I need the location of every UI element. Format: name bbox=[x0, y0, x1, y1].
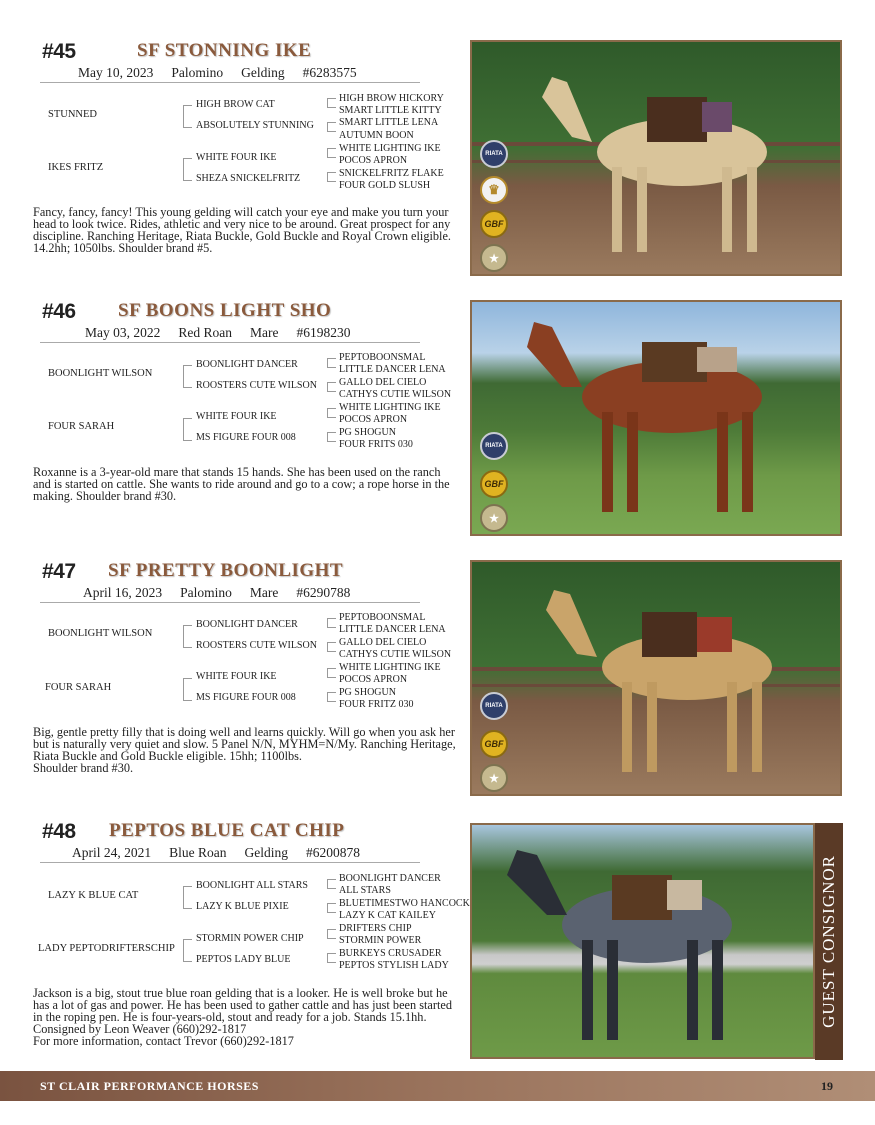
bracket bbox=[183, 678, 192, 701]
horse-photo-47 bbox=[470, 560, 842, 796]
footer-title: ST CLAIR PERFORMANCE HORSES bbox=[40, 1079, 259, 1093]
sire-sire: BOONLIGHT ALL STARS bbox=[196, 880, 308, 891]
sex: Mare bbox=[250, 325, 279, 340]
great-grandparent: FOUR FRITS 030 bbox=[339, 439, 413, 450]
bracket bbox=[327, 642, 336, 652]
color: Palomino bbox=[171, 65, 224, 80]
divider bbox=[40, 862, 420, 863]
lot-number: #48 bbox=[42, 820, 76, 843]
bracket bbox=[327, 929, 336, 939]
great-grandparent: SNICKELFRITZ FLAKE bbox=[339, 168, 444, 179]
sire-dam: ROOSTERS CUTE WILSON bbox=[196, 380, 317, 391]
great-grandparent: PEPTOBOONSMAL bbox=[339, 352, 426, 363]
sire: BOONLIGHT WILSON bbox=[48, 368, 153, 379]
sire: BOONLIGHT WILSON bbox=[48, 628, 153, 639]
bracket bbox=[327, 98, 336, 108]
gbf-badge-icon: GBF bbox=[480, 730, 508, 758]
sex: Mare bbox=[249, 585, 279, 600]
great-grandparent: PEPTOBOONSMAL bbox=[339, 612, 426, 623]
great-grandparent: WHITE LIGHTING IKE bbox=[339, 662, 441, 673]
divider bbox=[40, 602, 420, 603]
bracket bbox=[327, 122, 336, 132]
bracket bbox=[183, 418, 192, 441]
riata-badge-icon: RIATA bbox=[480, 432, 508, 460]
bracket bbox=[183, 625, 192, 648]
horse-info bbox=[78, 65, 375, 81]
bracket bbox=[327, 358, 336, 368]
bracket bbox=[327, 408, 336, 418]
great-grandparent: CATHYS CUTIE WILSON bbox=[339, 649, 452, 660]
horse-photo-48 bbox=[470, 823, 815, 1059]
contact-text: For more information, contact Trevor (660)292-1817 bbox=[33, 1034, 294, 1048]
royal-crown-badge-icon: ♛ bbox=[480, 176, 508, 204]
horse-name: PEPTOS BLUE CAT CHIP bbox=[109, 820, 345, 841]
lot-number: #45 bbox=[42, 40, 76, 63]
bracket bbox=[327, 668, 336, 678]
dam-sire: STORMIN POWER CHIP bbox=[196, 933, 304, 944]
bracket bbox=[183, 365, 192, 388]
horse-info bbox=[72, 845, 378, 861]
bracket bbox=[183, 105, 192, 128]
great-grandparent: BOONLIGHT DANCER bbox=[339, 873, 441, 884]
bracket bbox=[183, 886, 192, 909]
dam-sire: WHITE FOUR IKE bbox=[196, 152, 277, 163]
dob: May 10, 2023 bbox=[78, 65, 154, 80]
bracket bbox=[327, 382, 336, 392]
dam-dam: SHEZA SNICKELFRITZ bbox=[196, 173, 301, 184]
great-grandparent: PG SHOGUN bbox=[339, 687, 396, 698]
seal-badge-icon: ★ bbox=[480, 764, 508, 792]
sire-dam: ROOSTERS CUTE WILSON bbox=[196, 640, 317, 651]
seal-badge-icon: ★ bbox=[480, 504, 508, 532]
dam-sire: WHITE FOUR IKE bbox=[196, 411, 277, 422]
registration: #6198230 bbox=[296, 325, 351, 340]
great-grandparent: DRIFTERS CHIP bbox=[339, 923, 412, 934]
color: Blue Roan bbox=[169, 845, 227, 860]
registration: #6290788 bbox=[296, 585, 351, 600]
dam: IKES FRITZ bbox=[48, 162, 104, 173]
description-text: Big, gentle pretty filly that is doing well and learns quickly. Will go when you ask her but is naturally very quiet and slow. 5 Panel N/N, MYHM=N/My. Ranching Heritage, Riata Buckle and Gold Buckle eligible. 15hh; 1100lbs. bbox=[33, 725, 456, 763]
description-text: Roxanne is a 3-year-old mare that stands 15 hands. She has been used on the ranch and is started on cattle. She wants to ride around and go to a cow; a rope horse in the making. Shoulder brand #30. bbox=[33, 465, 450, 503]
description bbox=[33, 206, 458, 254]
description-text: Jackson is a big, stout true blue roan gelding that is a looker. He is well broke but he has a lot of gas and power. He has been used to gather cattle and has just been started in the roping pen. He is four-years-old, stout and ready for a job. Stands 15.1hh. bbox=[33, 986, 452, 1024]
dam-dam: MS FIGURE FOUR 008 bbox=[196, 692, 296, 703]
dob: April 16, 2023 bbox=[83, 585, 163, 600]
dob: April 24, 2021 bbox=[72, 845, 152, 860]
consignor-text: Consigned by Leon Weaver (660)292-1817 bbox=[33, 1022, 247, 1036]
bracket bbox=[327, 618, 336, 628]
palomino-horse-graphic bbox=[472, 42, 840, 274]
bracket bbox=[327, 172, 336, 182]
great-grandparent: SMART LITTLE KITTY bbox=[339, 105, 442, 116]
great-grandparent: ALL STARS bbox=[339, 885, 391, 896]
dam: FOUR SARAH bbox=[48, 421, 115, 432]
sex: Gelding bbox=[241, 65, 285, 80]
great-grandparent: LAZY K CAT KAILEY bbox=[339, 910, 436, 921]
bracket bbox=[183, 939, 192, 962]
great-grandparent: POCOS APRON bbox=[339, 414, 408, 425]
guest-consignor-label bbox=[815, 823, 843, 1060]
great-grandparent: POCOS APRON bbox=[339, 674, 408, 685]
description bbox=[33, 726, 458, 774]
horse-name: SF STONNING IKE bbox=[137, 40, 312, 61]
bracket bbox=[183, 158, 192, 181]
description-text: Shoulder brand #30. bbox=[33, 761, 134, 775]
seal-badge-icon: ★ bbox=[480, 244, 508, 272]
riata-badge-icon: RIATA bbox=[480, 692, 508, 720]
description bbox=[33, 466, 458, 502]
great-grandparent: BLUETIMESTWO HANCOCK bbox=[339, 898, 470, 909]
gbf-badge-icon: GBF bbox=[480, 210, 508, 238]
lot-number: #46 bbox=[42, 300, 76, 323]
bracket bbox=[327, 953, 336, 963]
bracket bbox=[327, 148, 336, 158]
dam: LADY PEPTODRIFTERSCHIP bbox=[38, 943, 175, 954]
dam-sire: WHITE FOUR IKE bbox=[196, 671, 277, 682]
dam: FOUR SARAH bbox=[45, 682, 112, 693]
horse-photo-45 bbox=[470, 40, 842, 276]
bracket bbox=[327, 879, 336, 889]
great-grandparent: FOUR GOLD SLUSH bbox=[339, 180, 431, 191]
great-grandparent: PEPTOS STYLISH LADY bbox=[339, 960, 449, 971]
great-grandparent: WHITE LIGHTING IKE bbox=[339, 402, 441, 413]
great-grandparent: LITTLE DANCER LENA bbox=[339, 364, 446, 375]
lot-number: #47 bbox=[42, 560, 76, 583]
registration: #6200878 bbox=[306, 845, 360, 860]
great-grandparent: CATHYS CUTIE WILSON bbox=[339, 389, 452, 400]
riata-badge-icon: RIATA bbox=[480, 140, 508, 168]
horse-name: SF BOONS LIGHT SHO bbox=[118, 300, 332, 321]
sire-sire: HIGH BROW CAT bbox=[196, 99, 275, 110]
horse-info bbox=[83, 585, 368, 601]
dam-dam: PEPTOS LADY BLUE bbox=[196, 954, 291, 965]
divider bbox=[40, 342, 420, 343]
great-grandparent: POCOS APRON bbox=[339, 155, 408, 166]
sex: Gelding bbox=[244, 845, 288, 860]
great-grandparent: SMART LITTLE LENA bbox=[339, 117, 439, 128]
footer bbox=[0, 1071, 875, 1101]
great-grandparent: STORMIN POWER bbox=[339, 935, 422, 946]
sire-sire: BOONLIGHT DANCER bbox=[196, 359, 298, 370]
great-grandparent: WHITE LIGHTING IKE bbox=[339, 143, 441, 154]
divider bbox=[40, 82, 420, 83]
horse-name: SF PRETTY BOONLIGHT bbox=[108, 560, 344, 581]
sire: STUNNED bbox=[48, 109, 97, 120]
horse-photo-46 bbox=[470, 300, 842, 536]
sire: LAZY K BLUE CAT bbox=[48, 890, 139, 901]
bracket bbox=[327, 432, 336, 442]
sire-dam: LAZY K BLUE PIXIE bbox=[196, 901, 289, 912]
dam-dam: MS FIGURE FOUR 008 bbox=[196, 432, 296, 443]
description bbox=[33, 987, 458, 1047]
page-number: 19 bbox=[821, 1079, 833, 1093]
great-grandparent: LITTLE DANCER LENA bbox=[339, 624, 446, 635]
bracket bbox=[327, 903, 336, 913]
great-grandparent: GALLO DEL CIELO bbox=[339, 637, 427, 648]
gbf-badge-icon: GBF bbox=[480, 470, 508, 498]
dob: May 03, 2022 bbox=[85, 325, 161, 340]
registration: #6283575 bbox=[302, 65, 357, 80]
blue-roan-horse-graphic bbox=[472, 825, 813, 1057]
great-grandparent: BURKEYS CRUSADER bbox=[339, 948, 442, 959]
red-roan-horse-graphic bbox=[472, 302, 840, 534]
great-grandparent: HIGH BROW HICKORY bbox=[339, 93, 444, 104]
great-grandparent: PG SHOGUN bbox=[339, 427, 396, 438]
color: Red Roan bbox=[178, 325, 232, 340]
horse-info bbox=[85, 325, 368, 341]
sire-dam: ABSOLUTELY STUNNING bbox=[196, 120, 314, 131]
great-grandparent: AUTUMN BOON bbox=[339, 130, 414, 141]
guest-consignor-text: GUEST CONSIGNOR bbox=[819, 855, 838, 1028]
description-text: Fancy, fancy, fancy! This young gelding will catch your eye and make you turn your head to look twice. Rides, athletic and very nice to be around. Great prospect for any discipline. Ranching Heritage, Riata Buckle, Gold Buckle and Royal Crown eligible. 14.2hh; 1050lbs. Shoulder brand #5. bbox=[33, 205, 451, 255]
color: Palomino bbox=[180, 585, 232, 600]
great-grandparent: GALLO DEL CIELO bbox=[339, 377, 427, 388]
bracket bbox=[327, 692, 336, 702]
palomino-horse-graphic bbox=[472, 562, 840, 794]
sire-sire: BOONLIGHT DANCER bbox=[196, 619, 298, 630]
great-grandparent: FOUR FRITZ 030 bbox=[339, 699, 414, 710]
